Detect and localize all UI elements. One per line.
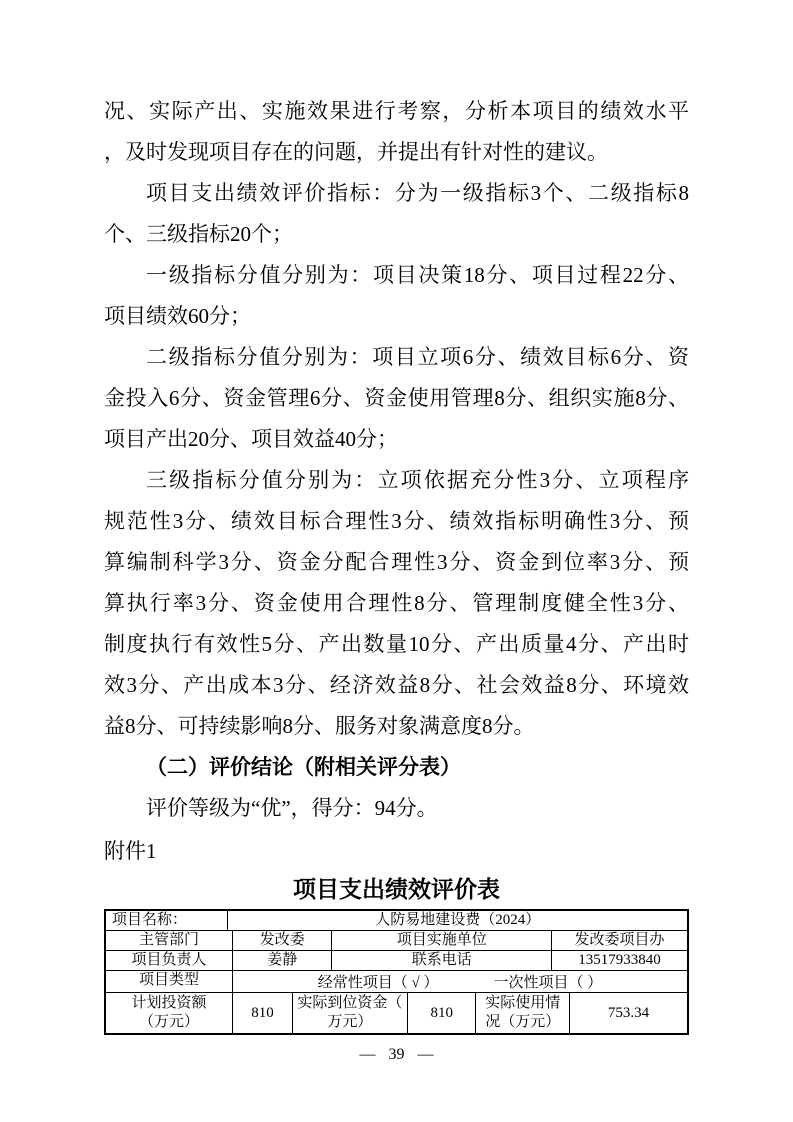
- body-line: ，及时发现项目存在的问题，并提出有针对性的建议。: [104, 140, 608, 164]
- evaluation-form-table: [104, 909, 689, 1035]
- received-funds-label: [292, 993, 407, 1033]
- footer-dash-left: —: [359, 1046, 376, 1063]
- body-line: 制度执行有效性5分、产出数量10分、产出质量4分、产出时: [104, 632, 689, 656]
- body-line: 算执行率3分、资金使用合理性8分、管理制度健全性3分、: [104, 591, 689, 615]
- document-body: [104, 91, 689, 1035]
- body-line: 项目产出20分、项目效益40分；: [104, 427, 398, 451]
- dept-label: 主管部门: [139, 932, 200, 949]
- phone-label: 联系电话: [331, 951, 551, 970]
- actual-usage-label-line2: 况（万元）: [485, 1014, 561, 1030]
- footer-dash-right: —: [417, 1046, 434, 1063]
- project-name-value: 人防易地建设费（2024）: [227, 911, 687, 930]
- conclusion-line: 评价等级为“优”，得分：94分。: [146, 796, 438, 820]
- page-footer: [0, 1044, 793, 1065]
- actual-usage-label: [475, 993, 569, 1033]
- table-row: [106, 911, 687, 930]
- received-funds-label-line1: 实际到位资金（: [297, 995, 403, 1012]
- body-line: 规范性3分、绩效目标合理性3分、绩效指标明确性3分、预: [104, 509, 689, 533]
- section-heading: （二）评价结论（附相关评分表）: [146, 756, 461, 779]
- table-row: [106, 970, 687, 992]
- body-line: 一级指标分值分别为：项目决策18分、项目过程22分、: [146, 263, 689, 287]
- impl-unit-value: 发改委项目办: [551, 931, 687, 950]
- body-line: 三级指标分值分别为：立项依据充分性3分、立项程序: [146, 468, 689, 492]
- table-title: 项目支出绩效评价表: [293, 876, 500, 902]
- actual-usage-value: 753.34: [569, 993, 687, 1033]
- planned-investment-label-line2: （万元）: [139, 1014, 200, 1030]
- body-line: 项目支出绩效评价指标：分为一级指标3个、二级指标8: [146, 181, 689, 205]
- body-line: 益8分、可持续影响8分、服务对象满意度8分。: [104, 714, 535, 738]
- leader-label: 项目负责人: [131, 952, 207, 969]
- dept-value: 发改委: [232, 931, 331, 950]
- received-funds-value: 810: [407, 993, 476, 1033]
- table-row: [106, 992, 687, 1033]
- project-name-label: 项目名称：: [112, 912, 188, 929]
- type-option-regular: 经常性项目（ √ ）: [317, 975, 439, 991]
- planned-investment-label-line1: 计划投资额: [131, 995, 207, 1012]
- body-line: 个、三级指标20个；: [104, 222, 293, 246]
- page-number: 39: [388, 1046, 405, 1063]
- project-type-label: 项目类型: [139, 971, 200, 988]
- actual-usage-label-line1: 实际使用情: [485, 995, 561, 1012]
- attachment-label: 附件1: [104, 839, 157, 863]
- planned-investment-value: 810: [232, 993, 292, 1033]
- body-line: 算编制科学3分、资金分配合理性3分、资金到位率3分、预: [104, 550, 689, 574]
- body-line: 二级指标分值分别为：项目立项6分、绩效目标6分、资: [146, 345, 689, 369]
- impl-unit-label: 项目实施单位: [331, 931, 551, 950]
- type-option-onetime: 一次性项目（ ）: [493, 975, 603, 991]
- project-type-options: [232, 971, 687, 992]
- phone-value: 13517933840: [551, 951, 687, 970]
- body-line: 项目绩效60分；: [104, 304, 251, 328]
- body-line: 效3分、产出成本3分、经济效益8分、社会效益8分、环境效: [104, 673, 689, 697]
- received-funds-label-line2: 万元）: [327, 1014, 373, 1030]
- body-line: 金投入6分、资金管理6分、资金使用管理8分、组织实施8分、: [104, 386, 689, 410]
- table-row: [106, 950, 687, 970]
- table-row: [106, 930, 687, 950]
- body-line: 况、实际产出、实施效果进行考察，分析本项目的绩效水平: [104, 99, 689, 123]
- leader-value: 姜静: [232, 951, 331, 970]
- planned-investment-label: [106, 993, 232, 1033]
